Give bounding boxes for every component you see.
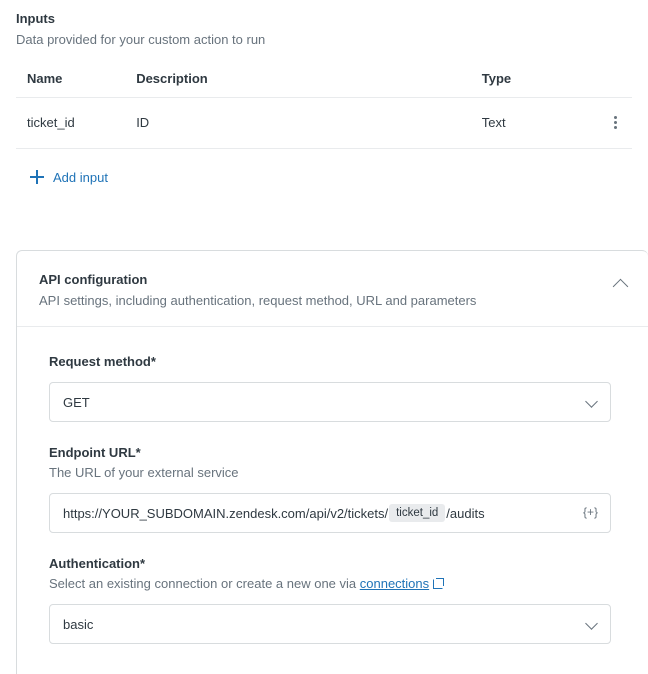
request-method-value: GET: [63, 394, 90, 410]
authentication-field: [49, 555, 618, 644]
api-configuration-title: API configuration: [39, 272, 148, 287]
chevron-down-icon: [585, 617, 598, 630]
column-header-description: Description: [136, 71, 482, 98]
endpoint-url-token[interactable]: ticket_id: [389, 504, 445, 522]
authentication-description: [49, 575, 618, 593]
api-configuration-card: [16, 250, 648, 674]
input-type-cell: Text: [482, 98, 592, 149]
api-configuration-body: [17, 327, 648, 644]
request-method-field: [49, 353, 618, 422]
table-header-row: [16, 71, 632, 98]
endpoint-url-prefix: https://YOUR_SUBDOMAIN.zendesk.com/api/v2/tickets/: [63, 505, 389, 521]
api-configuration-header[interactable]: [17, 251, 648, 327]
endpoint-url-label: Endpoint URL*: [49, 445, 141, 460]
endpoint-url-suffix: /audits: [446, 505, 485, 521]
connections-link[interactable]: connections: [359, 576, 430, 591]
request-method-select[interactable]: [49, 382, 611, 422]
input-name-cell: ticket_id: [16, 98, 136, 149]
authentication-label: Authentication*: [49, 556, 146, 571]
kebab-menu-icon[interactable]: [608, 115, 622, 131]
api-configuration-subtitle: API settings, including authentication, request method, URL and parameters: [39, 293, 477, 308]
authentication-description-text: Select an existing connection or create a new one via: [49, 576, 360, 591]
plus-icon: [30, 170, 44, 184]
authentication-value: basic: [63, 616, 94, 632]
add-input-button[interactable]: [30, 170, 108, 185]
page-title: Inputs: [16, 11, 55, 26]
external-link-icon[interactable]: [433, 578, 444, 589]
inputs-section: [0, 0, 648, 189]
endpoint-url-input[interactable]: [49, 493, 611, 533]
endpoint-url-field: [49, 444, 618, 533]
chevron-down-icon: [585, 395, 598, 408]
input-description-cell: ID: [136, 98, 482, 149]
column-header-actions: [592, 71, 632, 98]
add-input-label: Add input: [53, 169, 108, 185]
column-header-type: Type: [482, 71, 592, 98]
row-actions-cell: [592, 98, 632, 149]
table-row[interactable]: [16, 98, 632, 149]
request-method-label: Request method*: [49, 354, 156, 369]
insert-placeholder-button[interactable]: {+}: [582, 505, 598, 519]
column-header-name: Name: [16, 71, 136, 98]
endpoint-url-description: The URL of your external service: [49, 465, 239, 480]
inputs-subtitle: Data provided for your custom action to run: [16, 32, 266, 47]
inputs-table: [16, 71, 632, 149]
authentication-select[interactable]: [49, 604, 611, 644]
